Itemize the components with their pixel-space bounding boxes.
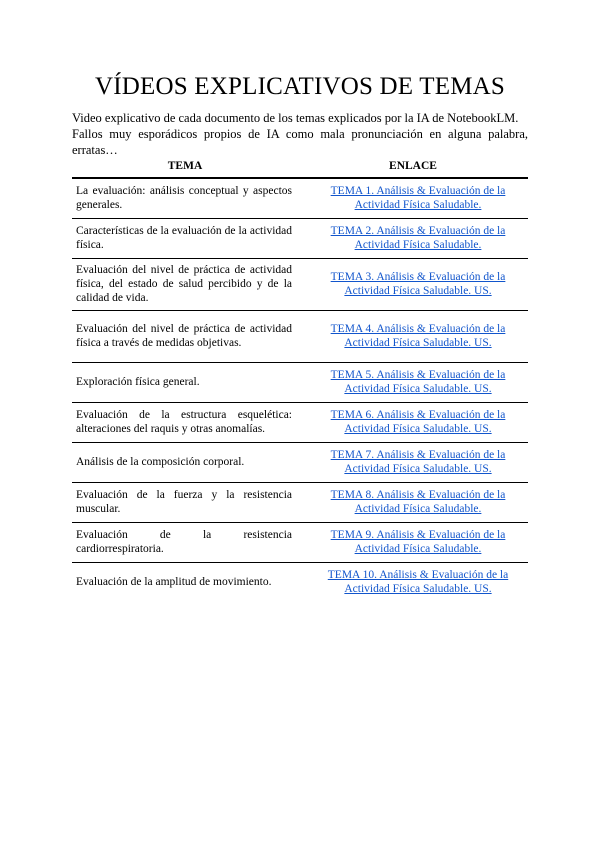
table-row <box>72 562 528 602</box>
intro-line-2: Fallos muy esporádicos propios de IA como mala pronunciación en alguna palabra, erratas… <box>72 127 528 157</box>
video-link-8[interactable]: TEMA 8. Análisis & Evaluación de la Actividad Física Saludable. <box>330 488 506 515</box>
intro-paragraph <box>72 110 528 158</box>
link-cell <box>298 362 528 402</box>
topic-cell: Evaluación de la resistencia cardiorrespiratoria. <box>72 522 298 562</box>
page-title: VÍDEOS EXPLICATIVOS DE TEMAS <box>94 73 505 100</box>
topic-cell: Evaluación de la amplitud de movimiento. <box>76 575 272 588</box>
table-header <box>72 155 528 178</box>
link-cell <box>298 482 528 522</box>
topic-cell: La evaluación: análisis conceptual y aspectos generales. <box>72 178 298 218</box>
table-row <box>72 442 528 482</box>
video-link-1[interactable]: TEMA 1. Análisis & Evaluación de la Actividad Física Saludable. <box>330 184 506 211</box>
link-cell <box>298 402 528 442</box>
table-row <box>72 178 528 218</box>
header-tema: TEMA <box>72 155 298 178</box>
video-link-7[interactable]: TEMA 7. Análisis & Evaluación de la Actividad Física Saludable. US. <box>330 448 506 475</box>
table-header-row <box>72 155 528 178</box>
topic-cell: Evaluación de la estructura esquelética: alteraciones del raquis y otras anomalías. <box>72 402 298 442</box>
topic-cell: Evaluación de la fuerza y la resistencia muscular. <box>72 482 298 522</box>
table-row <box>72 482 528 522</box>
table-body <box>72 178 528 602</box>
video-link-4[interactable]: TEMA 4. Análisis & Evaluación de la Actividad Física Saludable. US. <box>330 322 506 349</box>
link-cell <box>298 562 528 602</box>
table-row <box>72 258 528 310</box>
video-link-3[interactable]: TEMA 3. Análisis & Evaluación de la Actividad Física Saludable. US. <box>330 270 506 297</box>
header-enlace: ENLACE <box>298 155 528 178</box>
video-link-9[interactable]: TEMA 9. Análisis & Evaluación de la Actividad Física Saludable. <box>330 528 506 555</box>
link-cell <box>298 258 528 310</box>
table-row <box>72 522 528 562</box>
topic-cell: Evaluación del nivel de práctica de actividad física a través de medidas objetivas. <box>72 310 298 362</box>
table-row <box>72 310 528 362</box>
link-cell <box>298 310 528 362</box>
table-row <box>72 402 528 442</box>
link-cell <box>298 218 528 258</box>
topic-cell: Evaluación del nivel de práctica de actividad física, del estado de salud percibido y de la calidad de vida. <box>72 258 298 310</box>
video-link-2[interactable]: TEMA 2. Análisis & Evaluación de la Actividad Física Saludable. <box>330 224 506 251</box>
intro-line-1: Video explicativo de cada documento de los temas explicados por la IA de NotebookLM. <box>72 111 519 125</box>
video-link-5[interactable]: TEMA 5. Análisis & Evaluación de la Actividad Física Saludable. US. <box>330 368 506 395</box>
link-cell <box>298 178 528 218</box>
table-row <box>72 362 528 402</box>
video-link-6[interactable]: TEMA 6. Análisis & Evaluación de la Actividad Física Saludable. US. <box>330 408 506 435</box>
topic-cell: Características de la evaluación de la actividad física. <box>72 218 298 258</box>
video-link-10[interactable]: TEMA 10. Análisis & Evaluación de la Actividad Física Saludable. US. <box>327 568 509 595</box>
link-cell <box>298 442 528 482</box>
topics-table <box>72 155 528 602</box>
topic-cell: Exploración física general. <box>72 362 298 402</box>
link-cell <box>298 522 528 562</box>
table-row <box>72 218 528 258</box>
topic-cell: Análisis de la composición corporal. <box>72 442 298 482</box>
